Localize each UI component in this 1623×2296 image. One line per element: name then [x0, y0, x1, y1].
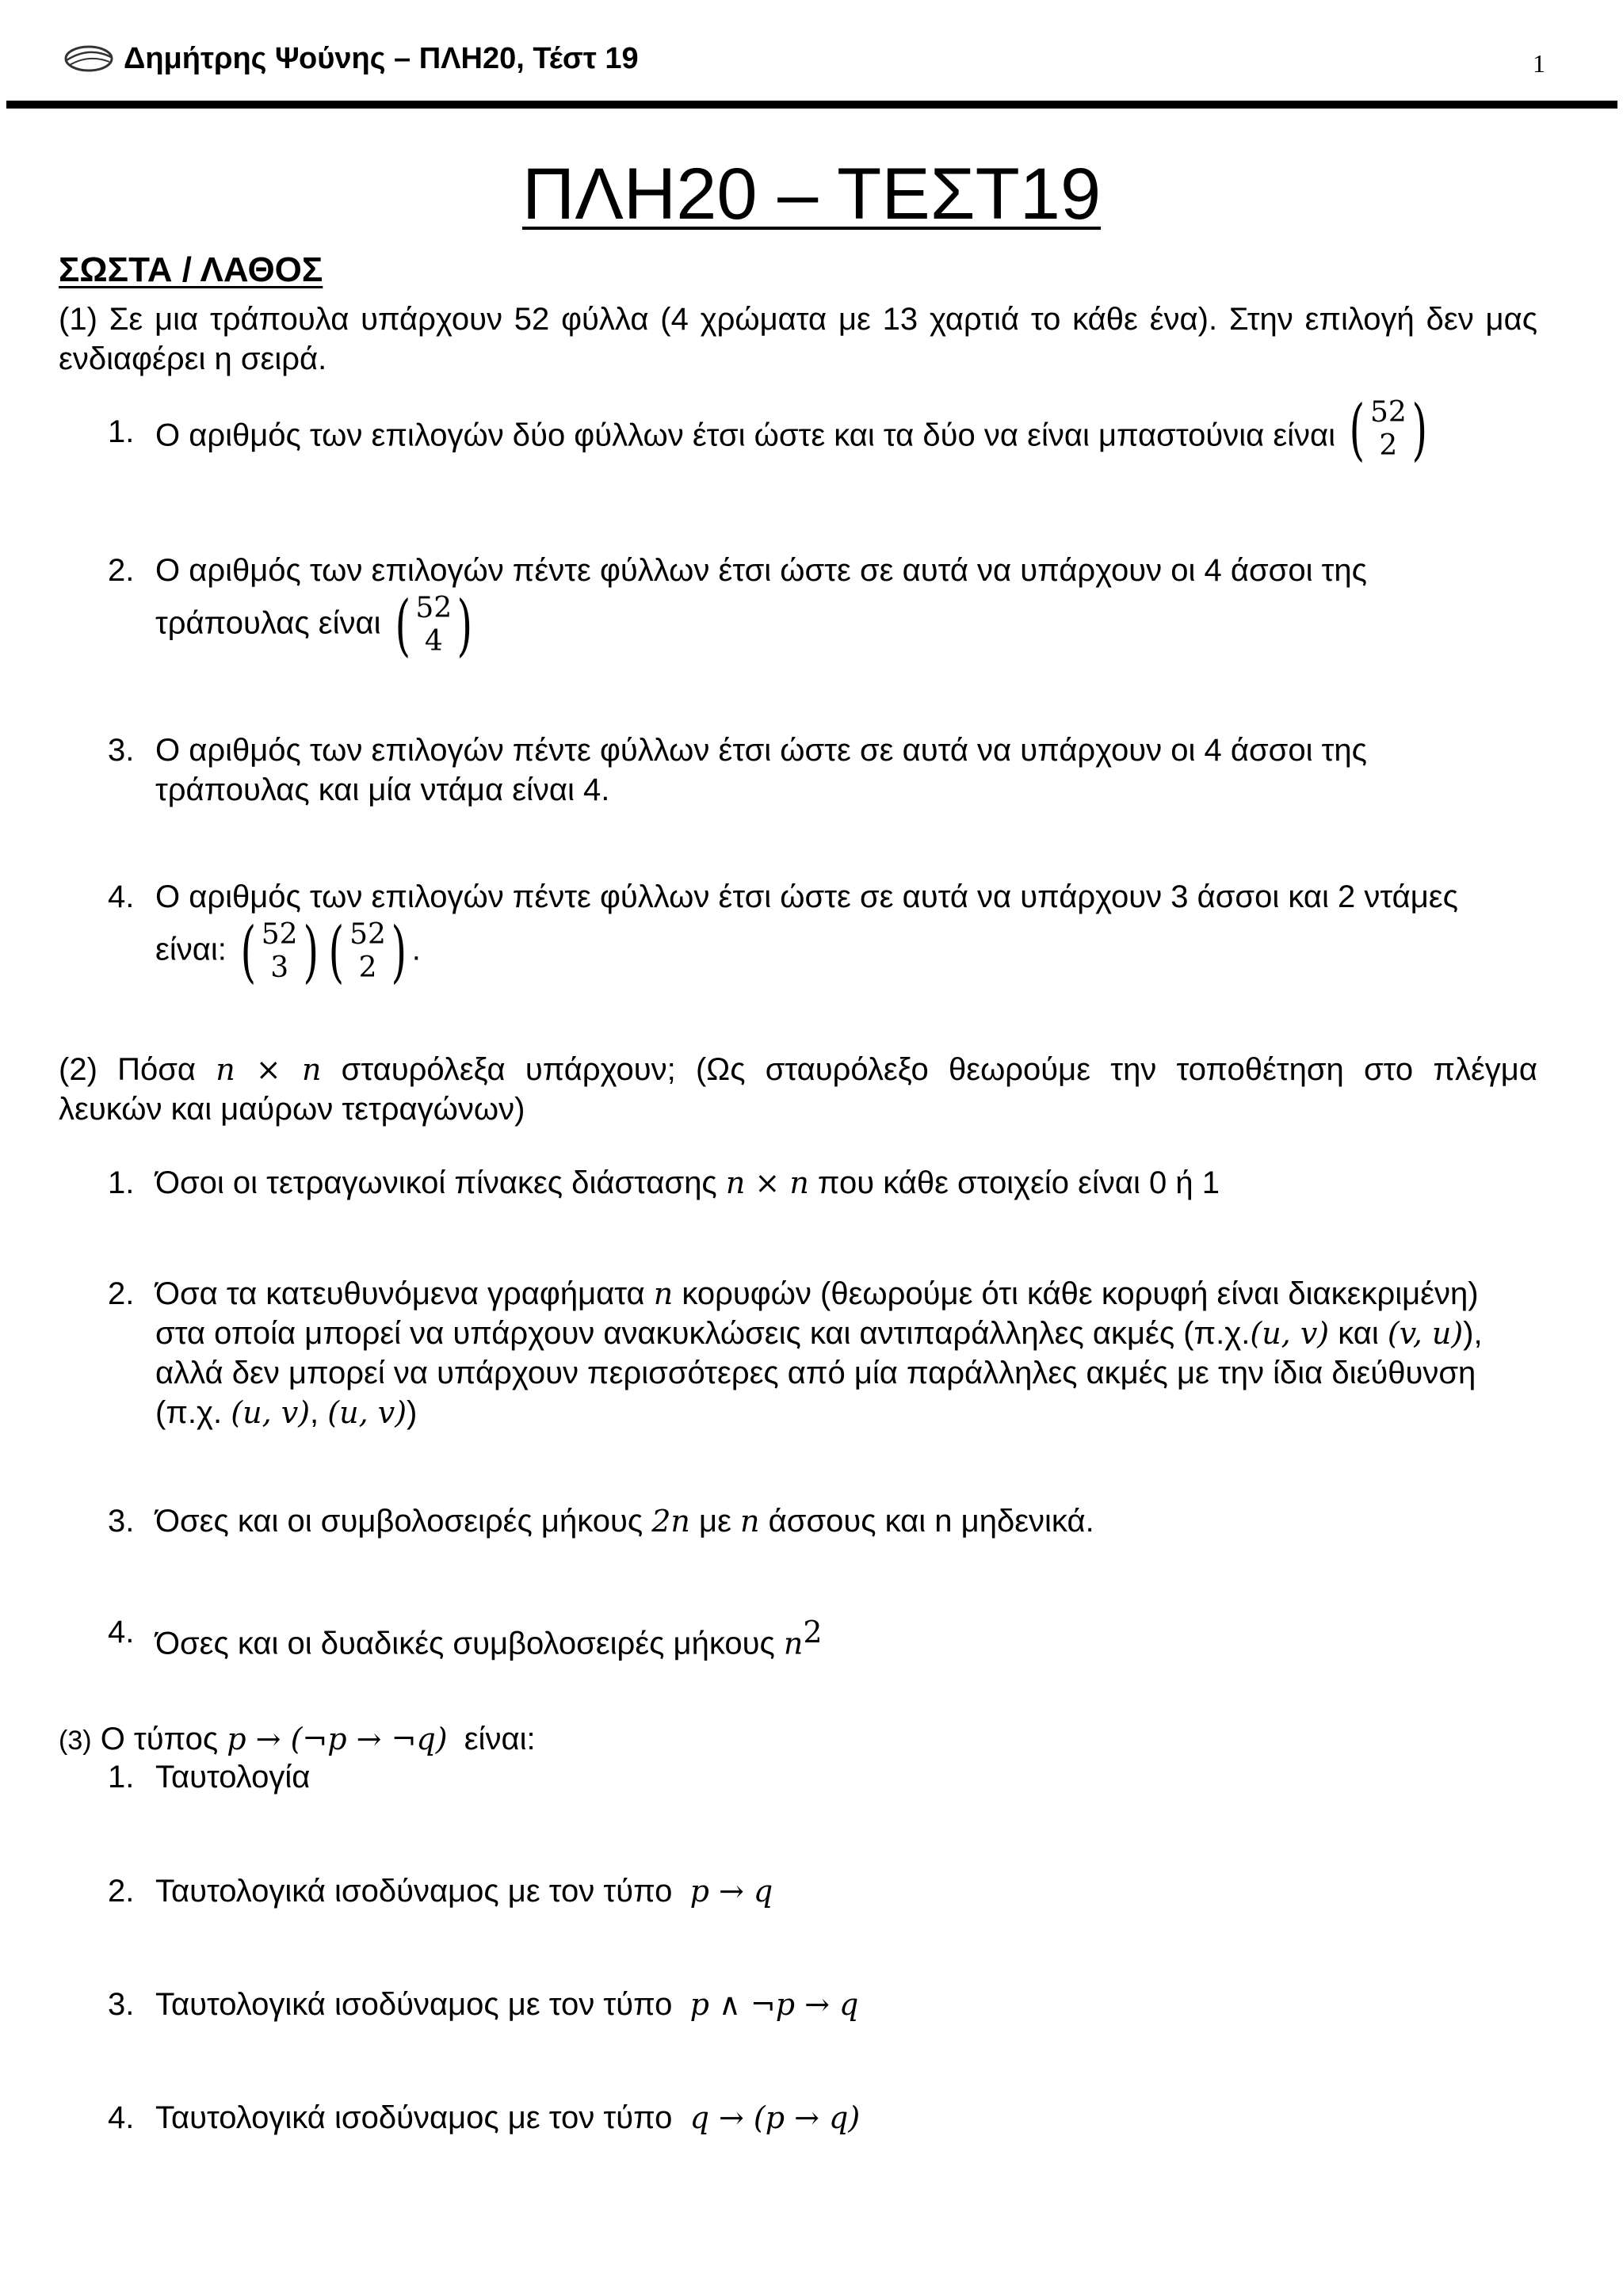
section-heading: ΣΩΣΤΑ / ΛΑΘΟΣ [59, 250, 323, 289]
header-divider [6, 101, 1617, 109]
item-number: 4. [108, 1615, 135, 1650]
binomial: ( 52 2 ) [1349, 391, 1428, 468]
item-number: 3. [108, 733, 135, 768]
item-number: 2. [108, 1276, 135, 1311]
binomial: ( 52 4 ) [395, 586, 473, 664]
item-number: 4. [108, 879, 135, 914]
q1-intro-line1: (1) Σε μια τράπουλα υπάρχουν 52 φύλλα (4 χρώματα με 13 χαρτιά το κάθε ένα). Στην επιλογή δεν μας [59, 302, 1537, 337]
item-text-line2: τράπουλας είναι [155, 605, 381, 641]
item-text-line1: Ο αριθμός των επιλογών πέντε φύλλων έτσι ώστε σε αυτά να υπάρχουν οι 4 άσσοι της [155, 733, 1367, 768]
item-number: 4. [108, 2100, 135, 2135]
binomial: ( 52 3 ) [240, 913, 319, 990]
item-number: 2. [108, 1874, 135, 1909]
document-title: ΠΛΗ20 – ΤΕΣΤ19 [521, 154, 1102, 235]
item-text-line2: τράπουλας και μία ντάμα είναι 4. [155, 772, 610, 807]
item-number: 1. [108, 414, 135, 449]
page-header [63, 40, 1545, 79]
item-number: 3. [108, 1504, 135, 1539]
header-title: Δημήτρης Ψούνης – ΠΛΗ20, Τέστ 19 [124, 42, 639, 75]
q1-intro-line2: ενδιαφέρει η σειρά. [59, 341, 327, 376]
binomial: ( 52 2 ) [328, 913, 407, 990]
page-number: 1 [1533, 49, 1545, 78]
item-text-line2: είναι: [155, 932, 227, 967]
q2-intro-line1: (2) Πόσα n × n σταυρόλεξα υπάρχουν; (Ως σταυρόλεξο θεωρούμε την τοποθέτηση στο πλέγμα [59, 1052, 1537, 1087]
item-number: 1. [108, 1165, 135, 1200]
item-number: 3. [108, 1987, 135, 2022]
item-number: 2. [108, 553, 135, 588]
item-text: Ο αριθμός των επιλογών δύο φύλλων έτσι ώστε και τα δύο να είναι μπαστούνια είναι [155, 418, 1336, 453]
item-text-line1: Ο αριθμός των επιλογών πέντε φύλλων έτσι ώστε σε αυτά να υπάρχουν οι 4 άσσοι της [155, 553, 1367, 588]
q3-intro: (3) Ο τύπος p → (¬p → ¬q) είναι: [59, 1722, 536, 1756]
logo-icon [63, 43, 114, 74]
item-text-line1: Ο αριθμός των επιλογών πέντε φύλλων έτσι ώστε σε αυτά να υπάρχουν 3 άσσοι και 2 ντάμες [155, 879, 1458, 914]
item-number: 1. [108, 1760, 135, 1794]
q2-intro-line2: λευκών και μαύρων τετραγώνων) [59, 1092, 525, 1127]
